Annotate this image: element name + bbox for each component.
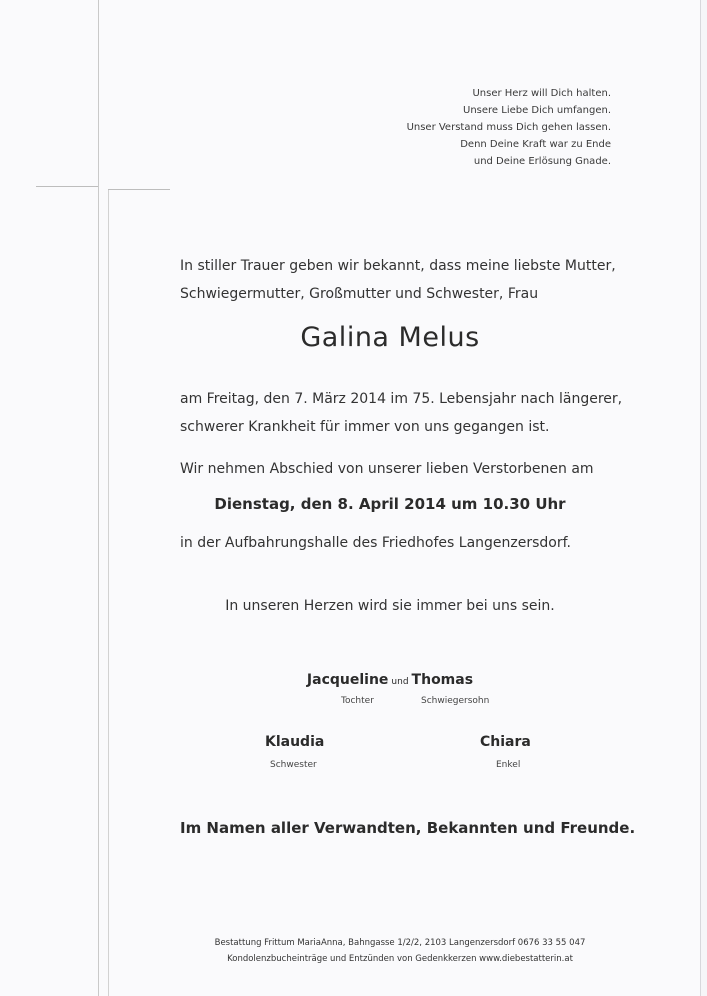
intro-line: In stiller Trauer geben wir bekannt, dass meine liebste Mutter, [180, 258, 616, 274]
intro-line: Schwiegermutter, Großmutter und Schwester, Frau [180, 286, 539, 302]
poem-line: und Deine Erlösung Gnade. [473, 156, 611, 167]
hall-line: in der Aufbahrungshalle des Friedhofes Langenzersdorf. [180, 535, 571, 551]
ceremony-date: Dienstag, den 8. April 2014 um 10.30 Uhr [214, 495, 566, 513]
footer [120, 935, 680, 967]
deceased-name: Galina Melus [300, 322, 480, 353]
mourner-name-chiara: Chiara [480, 734, 531, 750]
cross-vertical-line-right [108, 189, 109, 996]
poem [407, 85, 611, 170]
cross-horizontal-line-left [36, 186, 98, 187]
closing-line: Im Namen aller Verwandten, Bekannten und Freunde. [180, 819, 636, 837]
farewell-line: Wir nehmen Abschied von unserer lieben Verstorbenen am [180, 461, 594, 477]
death-notice-line: schwerer Krankheit für immer von uns gegangen ist. [180, 419, 550, 435]
poem-line: Unser Herz will Dich halten. [472, 88, 611, 99]
mourner-name-klaudia: Klaudia [265, 734, 325, 750]
memorial-quote: In unseren Herzen wird sie immer bei uns sein. [225, 598, 555, 614]
footer-condolence: Kondolenzbucheinträge und Entzünden von Gedenkkerzen www.diebestatterin.at [227, 954, 573, 964]
intro-paragraph [180, 252, 616, 308]
mourner-role-schwiegersohn: Schwiegersohn [421, 696, 490, 706]
poem-line: Denn Deine Kraft war zu Ende [460, 139, 611, 150]
mourner-name-jacqueline: Jacqueline [306, 672, 389, 688]
footer-address: Bestattung Frittum MariaAnna, Bahngasse 1/2/2, 2103 Langenzersdorf 0676 33 55 047 [214, 938, 586, 948]
mourner-connector: und [391, 677, 409, 687]
cross-horizontal-line-right [108, 189, 170, 190]
death-notice-line: am Freitag, den 7. März 2014 im 75. Lebensjahr nach längerer, [180, 391, 623, 407]
mourner-role-enkel: Enkel [496, 760, 521, 770]
mourner-role-tochter: Tochter [341, 696, 374, 706]
poem-line: Unsere Liebe Dich umfangen. [463, 105, 611, 116]
poem-line: Unser Verstand muss Dich gehen lassen. [406, 122, 611, 133]
mourner-role-schwester: Schwester [270, 760, 317, 770]
mourner-name-thomas: Thomas [411, 672, 474, 688]
cross-vertical-line-left [98, 0, 99, 996]
main-mourners [180, 672, 600, 688]
death-notice-paragraph [180, 385, 622, 441]
